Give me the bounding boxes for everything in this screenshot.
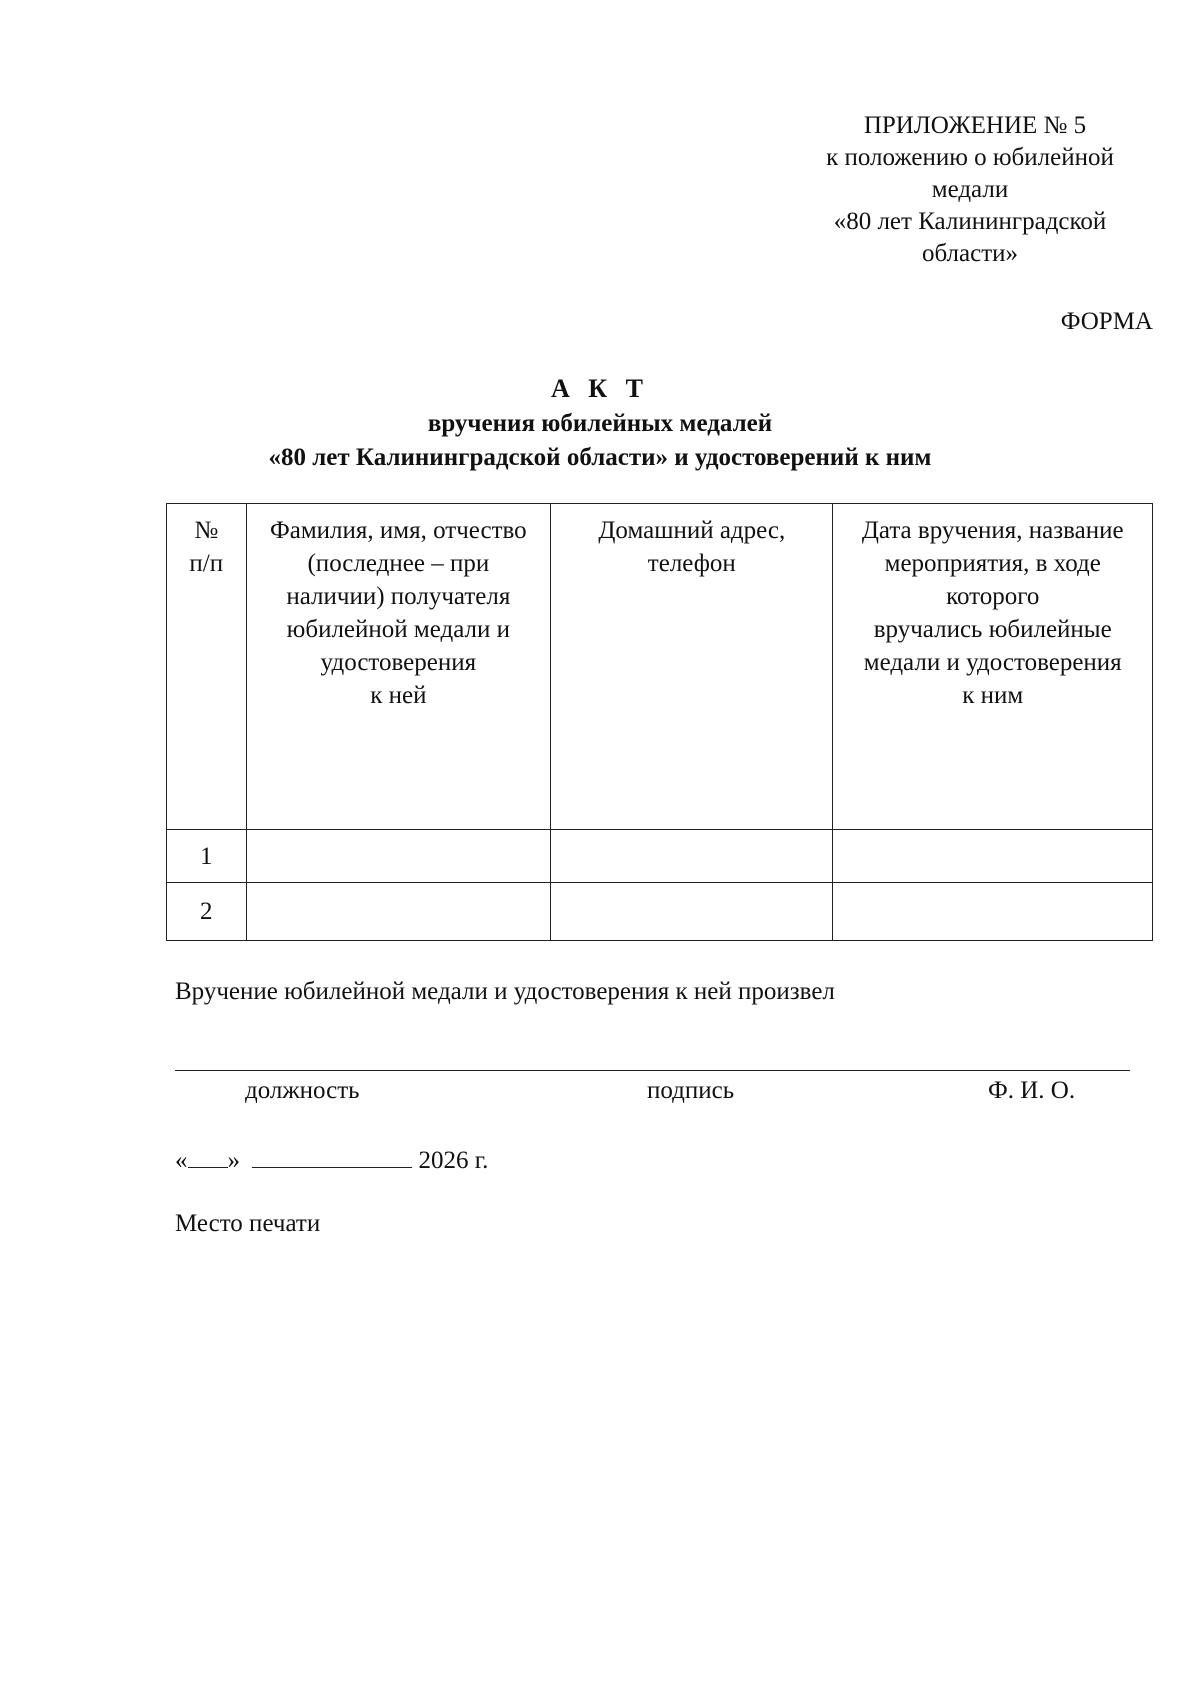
- appendix-ref-line-3: «80 лет Калининградской: [833, 208, 1107, 235]
- appendix-ref-line-4: области»: [921, 240, 1019, 267]
- header-full-name: [246, 504, 551, 830]
- appendix-ref-line-2: медали: [931, 176, 1009, 203]
- header-date-event-line: к ним: [962, 682, 1024, 709]
- row-full-name-cell[interactable]: [246, 830, 551, 883]
- header-address: [551, 504, 833, 830]
- header-date-event-line: мероприятия, в ходе: [884, 550, 1101, 577]
- table-row: [167, 830, 1153, 883]
- row-address-cell[interactable]: [551, 883, 833, 941]
- handover-statement: Вручение юбилейной медали и удостоверения к ней произвел: [175, 978, 835, 1005]
- row-full-name-cell[interactable]: [246, 883, 551, 941]
- header-full-name-line: Фамилия, имя, отчество: [270, 517, 527, 544]
- label-fio: Ф. И. О.: [988, 1077, 1076, 1104]
- table-header-row: [167, 504, 1153, 830]
- row-date-event-cell[interactable]: [833, 883, 1153, 941]
- date-open-quote: «: [175, 1147, 188, 1174]
- header-date-event-line: вручались юбилейные: [873, 616, 1112, 643]
- appendix-ref-line-1: к положению о юбилейной: [826, 144, 1114, 171]
- header-address-line: телефон: [647, 550, 736, 577]
- day-blank[interactable]: [188, 1145, 228, 1168]
- table-row: [167, 883, 1153, 941]
- header-full-name-line: удостоверения: [320, 649, 477, 676]
- header-date-event-line: которого: [946, 583, 1040, 610]
- date-close-quote: »: [227, 1147, 240, 1174]
- header-address-line: Домашний адрес,: [598, 517, 786, 544]
- row-date-event-cell[interactable]: [833, 830, 1153, 883]
- header-date-event: [833, 504, 1153, 830]
- header-number-line: №: [194, 517, 219, 544]
- header-number-line: п/п: [189, 550, 224, 577]
- document-subtitle-line-1: вручения юбилейных медалей: [427, 410, 773, 437]
- label-signature: подпись: [647, 1077, 735, 1104]
- appendix-block: [770, 110, 1170, 270]
- document-subtitle-line-2: «80 лет Калининградской области» и удостоверений к ним: [268, 444, 932, 471]
- stamp-place: Место печати: [175, 1210, 321, 1237]
- row-number: 1: [167, 830, 247, 883]
- label-position: должность: [245, 1077, 360, 1104]
- header-date-event-line: медали и удостоверения: [863, 649, 1122, 676]
- row-address-cell[interactable]: [551, 830, 833, 883]
- signature-line[interactable]: [175, 1070, 1130, 1071]
- header-full-name-line: юбилейной медали и: [286, 616, 511, 643]
- date-year: 2026 г.: [418, 1147, 489, 1174]
- month-blank[interactable]: [252, 1145, 412, 1168]
- date-line: [175, 1145, 488, 1175]
- header-full-name-line: к ней: [370, 682, 427, 709]
- document-title: А К Т: [551, 374, 649, 403]
- header-date-event-line: Дата вручения, название: [861, 517, 1124, 544]
- header-full-name-line: наличии) получателя: [286, 583, 511, 610]
- recipients-table: [166, 503, 1153, 941]
- header-full-name-line: (последнее – при: [307, 550, 490, 577]
- row-number: 2: [167, 883, 247, 941]
- form-label: ФОРМА: [1060, 308, 1153, 335]
- header-number: [167, 504, 247, 830]
- appendix-number: ПРИЛОЖЕНИЕ № 5: [863, 112, 1087, 139]
